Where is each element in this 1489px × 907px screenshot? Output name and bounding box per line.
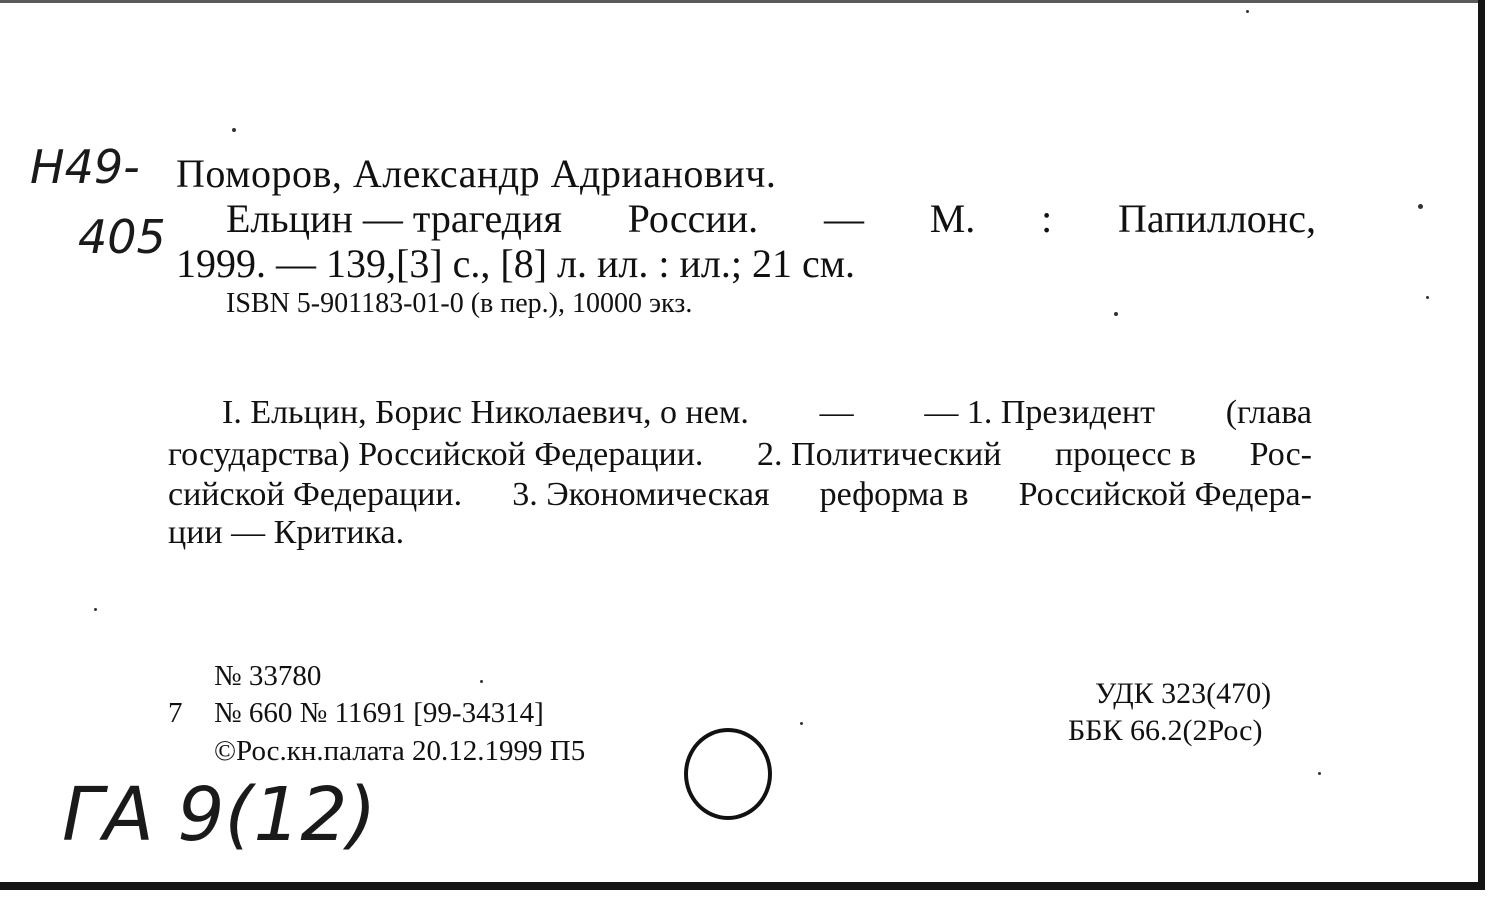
subject-part: I. Ельцин, Борис Николаевич, о нем. bbox=[222, 394, 749, 431]
title-part: России. bbox=[627, 196, 759, 241]
scan-speck bbox=[94, 608, 97, 611]
scan-speck bbox=[1114, 312, 1118, 316]
leading-digit: 7 bbox=[168, 697, 183, 729]
subject-part: государства) Российской Федерации. bbox=[168, 436, 704, 473]
subject-part: 2. Политический bbox=[757, 436, 1002, 473]
title-part: М. bbox=[929, 196, 976, 241]
handwritten-code-line2: 405 bbox=[78, 210, 166, 264]
udk-code: УДК 323(470) bbox=[1095, 677, 1272, 710]
subject-line bbox=[222, 394, 1312, 432]
scan-speck bbox=[800, 722, 803, 725]
subject-part: сийской Федерации. bbox=[168, 476, 463, 513]
registration-numbers-line: № 660 № 11691 [99-34314] bbox=[214, 697, 544, 729]
handwritten-code-line1: Н49- bbox=[30, 140, 140, 194]
bbk-code: ББК 66.2(2Рос) bbox=[1068, 714, 1263, 747]
subject-part: процесс в bbox=[1054, 436, 1197, 473]
subject-part: (глава bbox=[1225, 394, 1312, 431]
title-part: Ельцин — трагедия bbox=[226, 196, 562, 241]
title-part: — bbox=[823, 196, 864, 241]
author-heading: Поморов, Александр Адрианович. bbox=[176, 151, 777, 196]
card-bottom-border bbox=[0, 882, 1485, 890]
title-part: Папиллонс, bbox=[1117, 196, 1316, 241]
card-right-border bbox=[1478, 0, 1485, 890]
circle-stamp bbox=[684, 728, 772, 820]
scan-speck bbox=[1246, 10, 1249, 13]
subject-part: реформа в bbox=[819, 476, 969, 513]
scan-speck bbox=[232, 128, 236, 132]
subject-part: 3. Экономическая bbox=[512, 476, 770, 513]
scan-speck bbox=[1426, 296, 1429, 299]
imprint-line: 1999. — 139,[3] с., [8] л. ил. : ил.; 21 см. bbox=[176, 241, 856, 286]
handwritten-shelf-mark: ГА 9(12) bbox=[62, 772, 377, 858]
card-top-edge bbox=[0, 0, 1485, 3]
copyright-line: ©Рос.кн.палата 20.12.1999 П5 bbox=[214, 735, 586, 767]
title-line bbox=[226, 195, 1316, 242]
scan-speck bbox=[1318, 772, 1321, 775]
subject-part: — bbox=[819, 394, 854, 431]
scan-speck bbox=[1418, 204, 1423, 209]
subject-line-last: ции — Критика. bbox=[168, 514, 405, 551]
subject-line bbox=[168, 476, 1312, 514]
scan-speck bbox=[480, 680, 483, 683]
title-part: : bbox=[1041, 196, 1053, 241]
subject-part: — 1. Президент bbox=[924, 394, 1155, 431]
subject-part: Российской Федера- bbox=[1018, 476, 1312, 513]
registration-number: № 33780 bbox=[214, 660, 322, 692]
subject-line bbox=[168, 436, 1312, 474]
subject-part: Рос- bbox=[1249, 436, 1312, 473]
isbn-line: ISBN 5-901183-01-0 (в пер.), 10000 экз. bbox=[226, 288, 693, 319]
